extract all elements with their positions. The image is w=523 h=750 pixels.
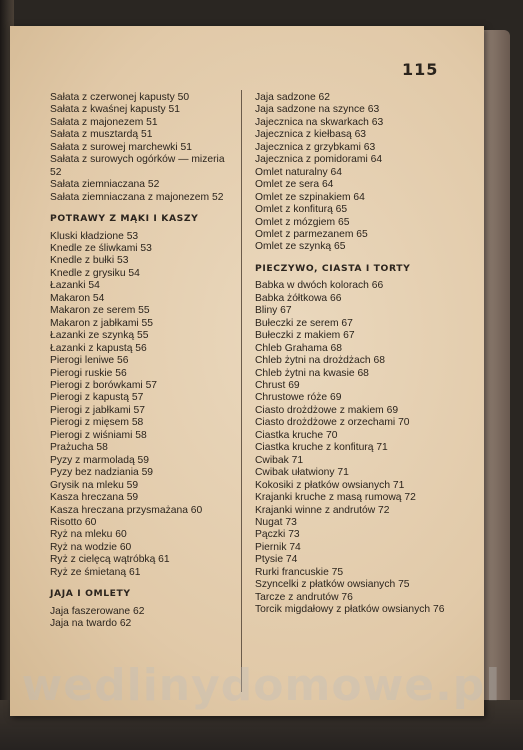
index-entry: Makaron z jabłkami 55 [50, 317, 154, 329]
index-entry: Ciastka kruche z konfiturą 71 [255, 442, 388, 454]
index-entry: Ryż ze śmietaną 61 [50, 566, 141, 578]
index-entry: Kokosiki z płatków owsianych 71 [255, 479, 405, 491]
index-entry: Jajecznica z grzybkami 63 [255, 141, 376, 153]
index-entry: Kluski kładzione 53 [50, 230, 139, 242]
watermark: wedlinydomowe.pl [21, 660, 502, 711]
index-entry: Ciasto drożdżowe z makiem 69 [255, 404, 399, 416]
index-entry: Jaja faszerowane 62 [50, 605, 145, 617]
index-entry: Chleb żytni na kwasie 68 [255, 367, 369, 379]
index-entry: Sałata z kwaśnej kapusty 51 [50, 104, 180, 116]
index-entry: Sałata z surowych ogórków — mizeria 52 [50, 154, 225, 178]
index-entry: Babka żółtkowa 66 [255, 292, 342, 304]
index-entry: Kasza hreczana 59 [50, 492, 139, 504]
index-entry: Krajanki kruche z masą rumową 72 [255, 492, 416, 504]
column-divider [241, 90, 242, 692]
index-entry: Knedle ze śliwkami 53 [50, 242, 152, 254]
index-entry: Pierogi ruskie 56 [50, 367, 127, 379]
recipe-list-eggs-continued [255, 92, 465, 254]
index-entry: Omlet naturalny 64 [255, 166, 342, 178]
index-entry: Omlet ze szynką 65 [255, 241, 346, 253]
index-entry: Chrustowe róże 69 [255, 392, 342, 404]
index-entry: Torcik migdałowy z płatków owsianych 76 [255, 604, 445, 616]
index-entry: Omlet z mózgiem 65 [255, 216, 350, 228]
index-entry: Pączki 73 [255, 529, 300, 541]
index-entry: Ryż z cielęcą wątróbką 61 [50, 554, 170, 566]
index-entry: Jaja sadzone 62 [255, 92, 330, 103]
index-entry: Kasza hreczana przysmażana 60 [50, 504, 203, 516]
index-entry: Cwibak 71 [255, 454, 304, 466]
index-entry: Risotto 60 [50, 516, 97, 528]
index-entry: Grysik na mleku 59 [50, 479, 139, 491]
index-entry: Pierogi z kapustą 57 [50, 392, 144, 404]
index-entry: Ptysie 74 [255, 554, 298, 566]
index-entry: Knedle z bułki 53 [50, 255, 129, 267]
recipe-list-breads-cakes [255, 280, 465, 616]
index-entry: Sałata z majonezem 51 [50, 116, 158, 128]
index-entry: Bułeczki ze serem 67 [255, 317, 353, 329]
index-entry: Bliny 67 [255, 305, 292, 317]
book-page [10, 26, 484, 716]
section-heading-eggs-and-omelettes: JAJA I OMLETY [50, 588, 131, 600]
index-entry: Łazanki ze szynką 55 [50, 330, 149, 342]
index-entry: Prażucha 58 [50, 442, 108, 454]
recipe-list-flour-and-groats [50, 231, 260, 580]
index-entry: Bułeczki z makiem 67 [255, 330, 355, 342]
recipe-list-eggs [50, 606, 260, 631]
index-entry: Omlet ze sera 64 [255, 179, 334, 191]
index-entry: Pyzy z marmoladą 59 [50, 454, 150, 466]
recipe-list-salads [50, 92, 260, 204]
index-entry: Makaron ze serem 55 [50, 305, 150, 317]
index-entry: Jajecznica z kiełbasą 63 [255, 129, 367, 141]
index-entry: Chleb żytni na drożdżach 68 [255, 355, 385, 367]
index-entry: Sałata z czerwonej kapusty 50 [50, 92, 190, 103]
index-entry: Chleb Grahama 68 [255, 342, 343, 354]
index-entry: Sałata z musztardą 51 [50, 129, 153, 141]
index-entry: Ciasto drożdżowe z orzechami 70 [255, 417, 410, 429]
index-entry: Sałata ziemniaczana 52 [50, 179, 160, 191]
index-entry: Pierogi z jabłkami 57 [50, 404, 146, 416]
index-column-left [50, 92, 260, 631]
index-entry: Ryż na wodzie 60 [50, 541, 132, 553]
index-entry: Knedle z grysiku 54 [50, 267, 140, 279]
index-entry: Nugat 73 [255, 516, 297, 528]
index-entry: Szyncelki z płatków owsianych 75 [255, 579, 410, 591]
section-heading-breads-cakes-tortes: PIECZYWO, CIASTA I TORTY [255, 262, 411, 274]
index-entry: Sałata ziemniaczana z majonezem 52 [50, 191, 224, 203]
index-entry: Sałata z surowej marchewki 51 [50, 141, 192, 153]
index-entry: Omlet z konfiturą 65 [255, 204, 348, 216]
index-entry: Piernik 74 [255, 541, 301, 553]
index-entry: Pierogi z wiśniami 58 [50, 429, 147, 441]
page-number: 115 [402, 60, 439, 79]
index-entry: Omlet ze szpinakiem 64 [255, 191, 365, 203]
index-entry: Omlet z parmezanem 65 [255, 228, 368, 240]
index-entry: Ciastka kruche 70 [255, 429, 338, 441]
index-entry: Ryż na mleku 60 [50, 529, 127, 541]
index-entry: Babka w dwóch kolorach 66 [255, 280, 384, 292]
index-entry: Makaron 54 [50, 292, 105, 304]
index-entry: Jaja sadzone na szynce 63 [255, 104, 380, 116]
index-entry: Łazanki 54 [50, 280, 100, 292]
index-entry: Rurki francuskie 75 [255, 566, 344, 578]
index-entry: Jaja na twardo 62 [50, 618, 132, 630]
index-entry: Chrust 69 [255, 379, 300, 391]
section-heading-flour-and-groats: POTRAWY Z MĄKI I KASZY [50, 213, 199, 225]
index-entry: Pyzy bez nadziania 59 [50, 467, 154, 479]
index-entry: Tarcze z andrutów 76 [255, 591, 353, 603]
index-entry: Jajecznica na skwarkach 63 [255, 116, 384, 128]
index-entry: Jajecznica z pomidorami 64 [255, 154, 383, 166]
index-entry: Pierogi leniwe 56 [50, 355, 129, 367]
index-entry: Pierogi z borówkami 57 [50, 379, 158, 391]
index-entry: Łazanki z kapustą 56 [50, 342, 147, 354]
index-entry: Pierogi z mięsem 58 [50, 417, 144, 429]
index-entry: Cwibak ułatwiony 71 [255, 467, 349, 479]
index-column-right [255, 92, 465, 617]
index-entry: Krajanki winne z andrutów 72 [255, 504, 390, 516]
